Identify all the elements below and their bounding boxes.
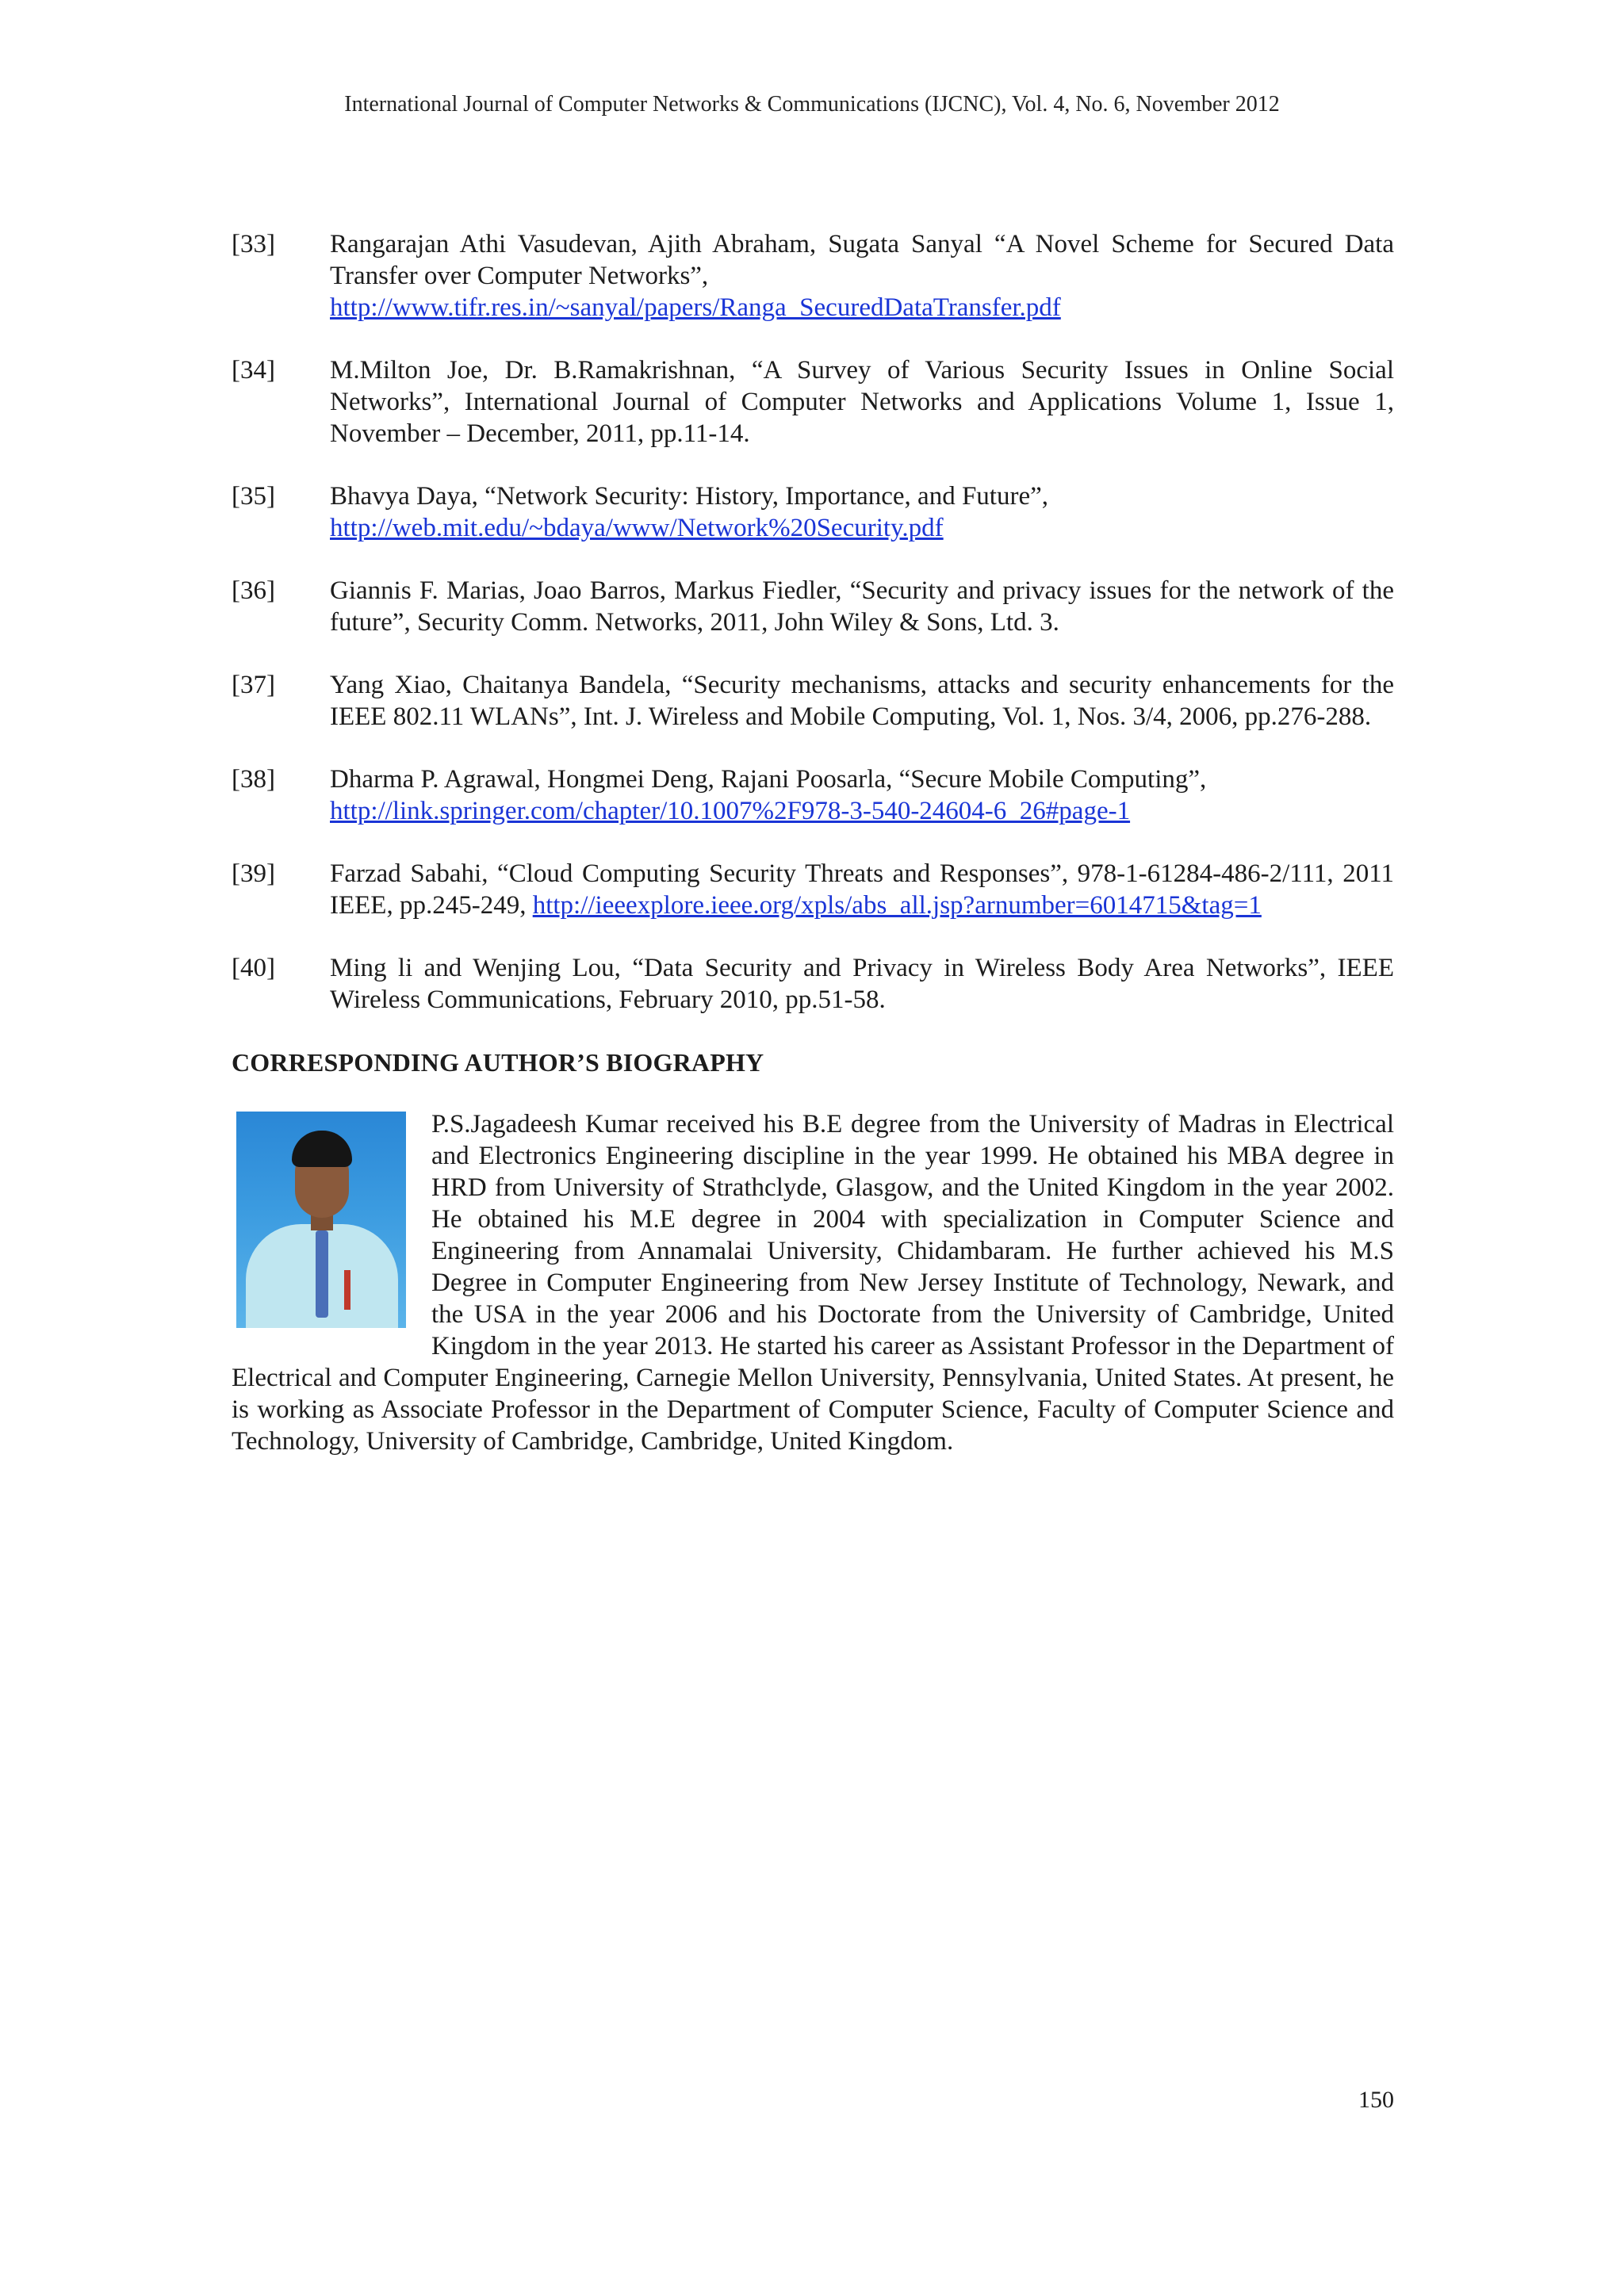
reference-number: [38] — [232, 765, 275, 794]
reference-link[interactable]: http://www.tifr.res.in/~sanyal/papers/Ranga_SecuredDataTransfer.pdf — [330, 293, 1061, 322]
reference-36 — [232, 575, 1394, 638]
references-section — [232, 228, 1394, 1457]
reference-link[interactable]: http://ieeexplore.ieee.org/xpls/abs_all.jsp?arnumber=6014715&tag=1 — [532, 891, 1262, 920]
reference-39 — [232, 858, 1394, 921]
reference-text: Yang Xiao, Chaitanya Bandela, “Security mechanisms, attacks and security enhancements for the IEEE 802.11 WLANs”, Int. J. Wireless and Mobile Computing, Vol. 1, Nos. 3/4, 2006, pp.276-288. — [330, 671, 1394, 731]
reference-text: Ming li and Wenjing Lou, “Data Security and Privacy in Wireless Body Area Networks”, IEEE Wireless Communications, February 2010, pp.51-58. — [330, 954, 1394, 1014]
reference-text: Rangarajan Athi Vasudevan, Ajith Abraham, Sugata Sanyal “A Novel Scheme for Secured Data Transfer over Computer Networks”, — [330, 230, 1394, 290]
reference-35 — [232, 480, 1394, 544]
reference-text: Farzad Sabahi, “Cloud Computing Security Threats and Responses”, 978-1-61284-486-2/111, 2011 IEEE, pp.245-249, — [330, 859, 1394, 920]
reference-number: [33] — [232, 230, 275, 258]
reference-34 — [232, 354, 1394, 450]
reference-text: M.Milton Joe, Dr. B.Ramakrishnan, “A Survey of Various Security Issues in Online Social Networks”, International Journal of Computer Networks and Applications Volume 1, Issue 1, November – December, 2011, pp.11-14. — [330, 356, 1394, 448]
reference-number: [36] — [232, 576, 275, 605]
biography-text: P.S.Jagadeesh Kumar received his B.E degree from the University of Madras in Electrical and Electronics Engineering discipline in the year 1999. He obtained his MBA degree in HRD from University of Strathclyde, Glasgow, and the United Kingdom in the year 2002. He obtained his M.E degree in 2004 with specialization in Computer Science and Engineering from Annamalai University, Chidambaram. He further achieved his M.S Degree in Computer Engineering from New Jersey Institute of Technology, Newark, and the USA in the year 2006 and his Doctorate from the University of Cambridge, United Kingdom in the year 2013. He started his career as Assistant Professor in the Department of Electrical and Computer Engineering, Carnegie Mellon University, Pennsylvania, United States. At present, he is working as Associate Professor in the Department of Computer Science, Faculty of Computer Science and Technology, University of Cambridge, Cambridge, United Kingdom. — [232, 1110, 1394, 1456]
reference-40 — [232, 952, 1394, 1016]
reference-number: [35] — [232, 482, 275, 511]
journal-header: International Journal of Computer Networks & Communications (IJCNC), Vol. 4, No. 6, November 2012 — [344, 92, 1280, 117]
reference-number: [39] — [232, 859, 275, 888]
reference-33 — [232, 228, 1394, 323]
reference-number: [37] — [232, 671, 275, 699]
reference-link[interactable]: http://web.mit.edu/~bdaya/www/Network%20Security.pdf — [330, 514, 944, 542]
reference-37 — [232, 669, 1394, 733]
reference-text: Bhavya Daya, “Network Security: History, Importance, and Future”, — [330, 482, 1049, 511]
reference-text: Dharma P. Agrawal, Hongmei Deng, Rajani Poosarla, “Secure Mobile Computing”, — [330, 765, 1207, 794]
reference-link[interactable]: http://link.springer.com/chapter/10.1007%2F978-3-540-24604-6_26#page-1 — [330, 797, 1131, 825]
reference-38 — [232, 763, 1394, 827]
author-photo — [236, 1112, 406, 1328]
reference-number: [34] — [232, 356, 275, 385]
reference-text: Giannis F. Marias, Joao Barros, Markus Fiedler, “Security and privacy issues for the network of the future”, Security Comm. Networks, 2011, John Wiley & Sons, Ltd. 3. — [330, 576, 1394, 637]
page-number: 150 — [1358, 2087, 1394, 2113]
biography-section — [232, 1108, 1394, 1457]
reference-number: [40] — [232, 954, 275, 982]
biography-heading: CORRESPONDING AUTHOR’S BIOGRAPHY — [232, 1048, 764, 1077]
